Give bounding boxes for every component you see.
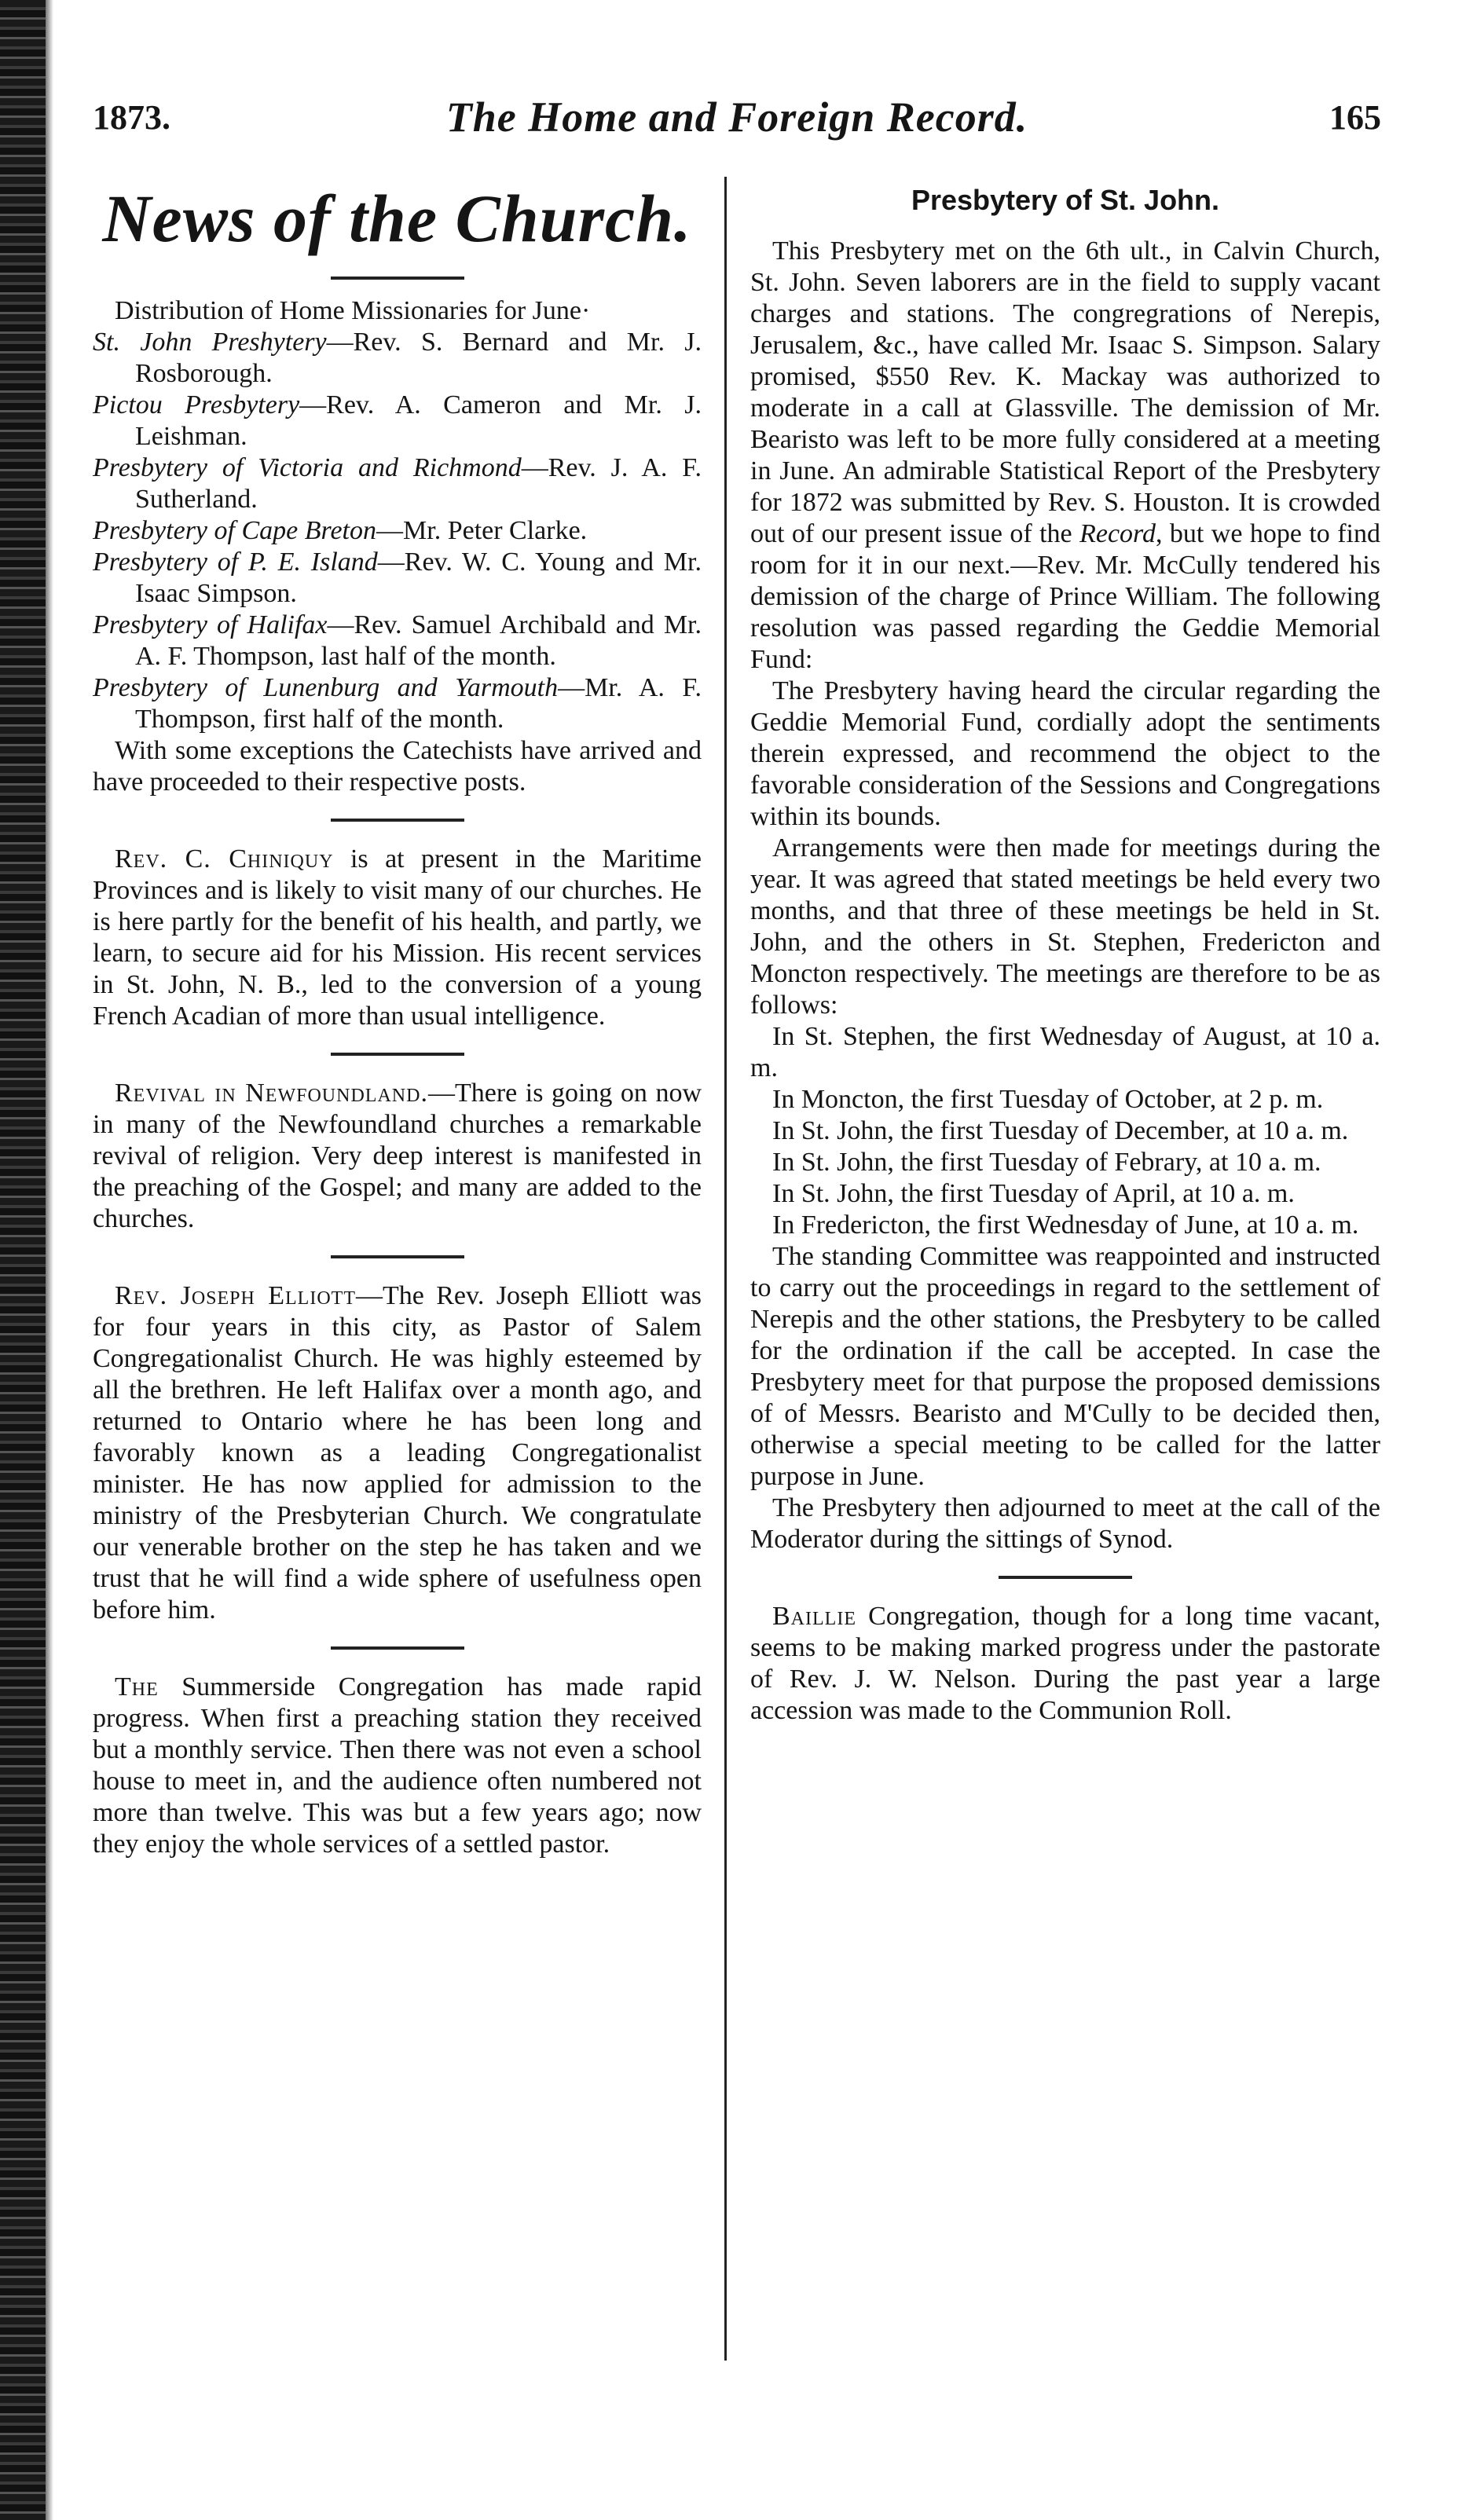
meeting-item: In St. John, the first Tuesday of December, at 10 a. m.	[772, 1116, 1349, 1145]
assignment-item: Pictou Presbytery—Rev. A. Cameron and Mr. J. Leishman.	[93, 390, 702, 451]
header-year: 1873.	[93, 98, 170, 137]
meeting-item: In St. Stephen, the first Wednesday of August, at 10 a. m.	[750, 1022, 1380, 1082]
assignment-item: Presbytery of Halifax—Rev. Samuel Archibald and Mr. A. F. Thompson, last half of the month.	[93, 610, 702, 671]
elliott-item: Rev. Joseph Elliott—The Rev. Joseph Elliott was for four years in this city, as Pastor of Salem Congregationalist Church. He was highly esteemed by all the brethren. He left Halifax over a month ago, and returned to Ontario where he has been long and favorably known as a leading Congregationalist minister. He has now applied for admission to the ministry of the Presbyterian Church. We congratulate our venerable brother on the step he has taken and we trust that he will find a wide sphere of usefulness open before him.	[93, 1281, 702, 1624]
binding-shadow	[46, 0, 53, 2520]
binding-edge	[0, 0, 46, 2520]
presbytery-title: Presbytery of St. John.	[911, 184, 1220, 216]
section-masthead: News of the Church.	[102, 181, 692, 256]
divider	[331, 1646, 464, 1650]
revival-item: Revival in Newfoundland.—There is going on now in many of the Newfoundland churches a remarkable revival of religion. Very deep interest is manifested in the preaching of the Gospel; and many are added to the churches.	[93, 1079, 702, 1233]
divider	[331, 1053, 464, 1056]
meeting-arrangements: Arrangements were then made for meetings during the year. It was agreed that stated meetings be held every two months, and that three of these meetings be held in St. John, and the others in St. Stephen, Fredericton and Moncton respectively. The meetings are therefore to be as follows:	[750, 833, 1380, 1020]
assignment-item: St. John Preshytery—Rev. S. Bernard and Mr. J. Rosborough.	[93, 328, 702, 388]
meeting-item: In Fredericton, the first Wednesday of June, at 10 a. m.	[772, 1211, 1359, 1240]
assignment-item: Presbytery of P. E. Island—Rev. W. C. Young and Mr. Isaac Simpson.	[93, 548, 702, 608]
adjournment: The Presbytery then adjourned to meet at the call of the Moderator during the sittings of Synod.	[750, 1493, 1380, 1554]
meeting-item: In Moncton, the first Tuesday of October, at 2 p. m.	[772, 1085, 1324, 1114]
page-header	[93, 93, 1381, 156]
chiniquy-item: Rev. C. Chiniquy is at present in the Maritime Provinces and is likely to visit many of our churches. He is here partly for the benefit of his health, and partly, we learn, to secure aid for his Mission. His recent services in St. John, N. B., led to the conversion of a young French Acadian of more than usual intelligence.	[93, 844, 702, 1031]
presbytery-report: This Presbytery met on the 6th ult., in Calvin Church, St. John. Seven laborers are in the field to supply vacant charges and stations. The congregrations of Nerepis, Jerusalem, &c., have called Mr. Isaac S. Simpson. Salary promised, $550 Rev. K. Mackay was authorized to moderate in a call at Glassville. The demission of Mr. Bearisto was left to be more fully considered at a meeting in June. An admirable Statistical Report of the Presbytery for 1872 was submitted by Rev. S. Houston. It is crowded out of our present issue of the Record, but we hope to find room for it in our next.—Rev. Mr. McCully tendered his demission of the charge of Prince William. The following resolution was passed regarding the Geddie Memorial Fund:	[750, 236, 1380, 674]
divider	[999, 1576, 1132, 1579]
meeting-item: In St. John, the first Tuesday of Febrary, at 10 a. m.	[772, 1148, 1321, 1177]
standing-committee: The standing Committee was reappointed and instructed to carry out the proceedings in regard to the settlement of Nerepis and the other stations, the Presbytery to be called for the ordination if the call be accepted. In case the Presbytery meet for that purpose the proposed demissions of of Messrs. Bearisto and M'Cully to be decided then, otherwise a special meeting to be called for the latter purpose in June.	[750, 1242, 1380, 1491]
assignment-item: Presbytery of Lunenburg and Yarmouth—Mr. A. F. Thompson, first half of the month.	[93, 673, 702, 734]
header-title: The Home and Foreign Record.	[445, 93, 1028, 141]
column-divider	[724, 177, 727, 2361]
assignment-item: Presbytery of Cape Breton—Mr. Peter Clarke.	[93, 516, 588, 545]
catechists-note: With some exceptions the Catechists have arrived and have proceeded to their respective posts.	[93, 736, 702, 797]
right-column	[750, 173, 1380, 1727]
page-number: 165	[1329, 98, 1381, 137]
divider	[331, 819, 464, 822]
baillie-item: Baillie Congregation, though for a long time vacant, seems to be making marked progress under the pastorate of Rev. J. W. Nelson. During the past year a large accession was made to the Communion Roll.	[750, 1602, 1380, 1725]
geddie-resolution: The Presbytery having heard the circular regarding the Geddie Memorial Fund, cordially adopt the sentiments therein expressed, and recommend the object to the favorable consideration of the Sessions and Congregations within its bounds.	[750, 676, 1380, 831]
divider	[331, 1255, 464, 1258]
divider	[331, 277, 464, 280]
left-column	[93, 173, 702, 1860]
summerside-item: The Summerside Congregation has made rapid progress. When first a preaching station they received but a monthly service. Then there was not even a school house to meet in, and the audience often numbered not more than twelve. This was but a few years ago; now they enjoy the whole services of a settled pastor.	[93, 1672, 702, 1859]
meeting-item: In St. John, the first Tuesday of April, at 10 a. m.	[772, 1179, 1295, 1208]
distribution-intro: Distribution of Home Missionaries for June·	[115, 296, 591, 325]
assignment-item: Presbytery of Victoria and Richmond—Rev. J. A. F. Sutherland.	[93, 453, 702, 514]
